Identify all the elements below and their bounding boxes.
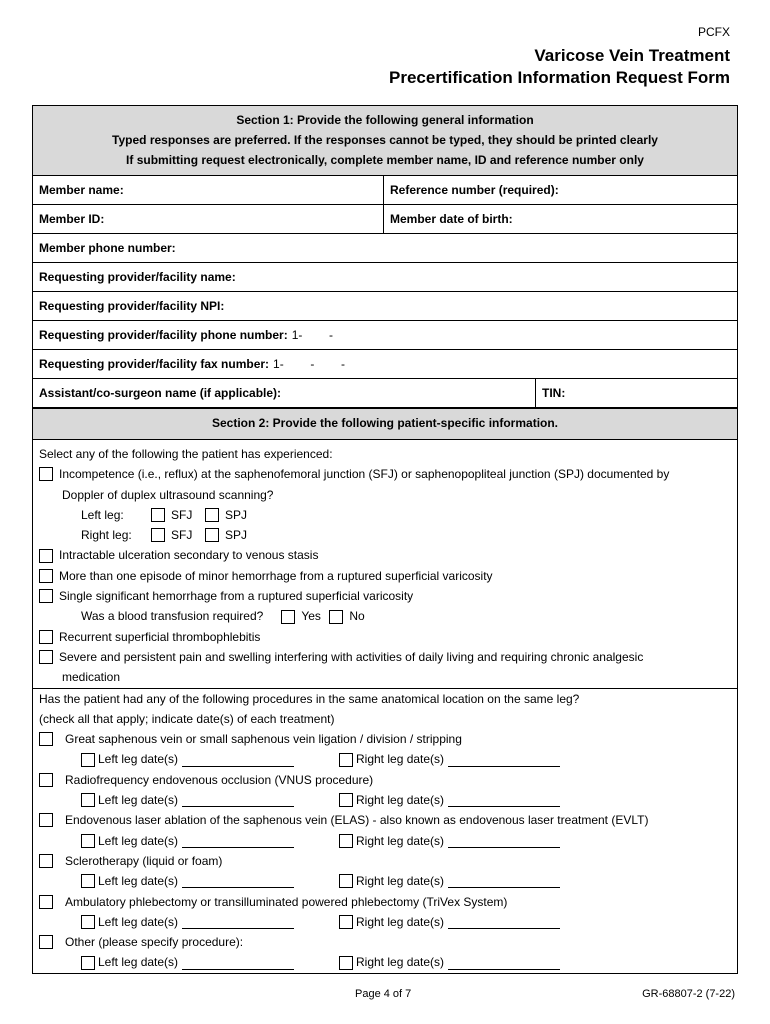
procedure-checkbox[interactable] (39, 895, 53, 909)
minor-hemorrhage-label: More than one episode of minor hemorrhage from a ruptured superficial varicosity (59, 568, 493, 583)
right-leg-dates-field[interactable] (448, 834, 560, 848)
provider-name-label: Requesting provider/facility name: (39, 270, 236, 284)
procedure-dates-row (39, 952, 731, 972)
member-name-row (33, 176, 737, 205)
right-leg-dates-checkbox[interactable] (339, 874, 353, 888)
left-leg-dates-label: Left leg date(s) (98, 955, 179, 970)
procedure-dates-row (39, 749, 731, 769)
left-leg-dates-label: Left leg date(s) (98, 793, 179, 808)
right-leg-dates-label: Right leg date(s) (356, 752, 445, 767)
assistant-row (33, 379, 737, 408)
incompetence-item (39, 464, 731, 484)
pain-label-cont: medication (62, 670, 121, 685)
left-leg-dates-field[interactable] (182, 874, 294, 888)
left-leg-dates-checkbox[interactable] (81, 753, 95, 767)
right-leg-dates-field[interactable] (448, 753, 560, 767)
procedure-checkbox[interactable] (39, 854, 53, 868)
procedure-dates-row (39, 831, 731, 851)
procedure-item (39, 932, 731, 973)
procedure-row (39, 851, 731, 871)
left-leg-dates-label: Left leg date(s) (98, 914, 179, 929)
thrombophlebitis-label: Recurrent superficial thrombophlebitis (59, 629, 261, 644)
left-spj-label: SPJ (225, 507, 248, 522)
right-leg-dates-field[interactable] (448, 874, 560, 888)
right-leg-dates-label: Right leg date(s) (356, 874, 445, 889)
left-leg-dates-checkbox[interactable] (81, 874, 95, 888)
procedures-instruction: (check all that apply; indicate date(s) of each treatment) (39, 711, 335, 726)
pain-item (39, 647, 731, 667)
precert-form (32, 105, 738, 974)
left-leg-dates-field[interactable] (182, 915, 294, 929)
tin-field[interactable] (535, 379, 737, 407)
member-dob-field[interactable] (383, 205, 737, 233)
left-leg-dates-label: Left leg date(s) (98, 874, 179, 889)
right-spj-label: SPJ (225, 528, 248, 543)
member-id-row (33, 205, 737, 234)
section2-intro: Select any of the following the patient has experienced: (39, 447, 333, 461)
procedure-row (39, 810, 731, 830)
left-leg-dates-checkbox[interactable] (81, 915, 95, 929)
procedure-item (39, 851, 731, 892)
member-id-field[interactable] (33, 205, 383, 233)
provider-fax-label: Requesting provider/facility fax number: (39, 357, 270, 371)
left-leg-dates-field[interactable] (182, 753, 294, 767)
assistant-field[interactable] (33, 379, 535, 407)
right-leg-dates-field[interactable] (448, 793, 560, 807)
right-leg-dates-label: Right leg date(s) (356, 793, 445, 808)
section1-header (33, 106, 737, 176)
procedure-checkbox[interactable] (39, 935, 53, 949)
procedure-list (39, 729, 731, 973)
page-number: Page 4 of 7 (355, 988, 412, 1000)
thrombophlebitis-item (39, 627, 731, 647)
provider-npi-label: Requesting provider/facility NPI: (39, 299, 225, 313)
transfusion-row (39, 606, 731, 626)
right-spj-checkbox[interactable] (205, 528, 219, 542)
transfusion-yes-checkbox[interactable] (281, 610, 295, 624)
procedure-item (39, 892, 731, 933)
section1-instruction-electronic: If submitting request electronically, complete member name, ID and reference number only (126, 153, 644, 167)
transfusion-no-checkbox[interactable] (329, 610, 343, 624)
pain-label: Severe and persistent pain and swelling interfering with activities of daily living and requiring chronic analgesic (59, 649, 644, 664)
transfusion-question: Was a blood transfusion required? (81, 609, 264, 624)
left-leg-dates-label: Left leg date(s) (98, 752, 179, 767)
procedure-checkbox[interactable] (39, 732, 53, 746)
left-leg-dates-label: Left leg date(s) (98, 833, 179, 848)
right-leg-dates-checkbox[interactable] (339, 753, 353, 767)
assistant-label: Assistant/co-surgeon name (if applicable): (39, 386, 282, 400)
significant-hemorrhage-label: Single significant hemorrhage from a ruptured superficial varicosity (59, 589, 414, 604)
provider-phone-field[interactable] (33, 321, 737, 350)
incompetence-label: Incompetence (i.e., reflux) at the saphenofemoral junction (SFJ) or saphenopopliteal junction (SPJ) documented by (59, 467, 670, 482)
procedure-checkbox[interactable] (39, 813, 53, 827)
procedure-label: Radiofrequency endovenous occlusion (VNUS procedure) (65, 772, 374, 787)
provider-npi-field[interactable] (33, 292, 737, 321)
left-leg-dates-field[interactable] (182, 956, 294, 970)
provider-phone-value: 1- - (291, 328, 334, 342)
left-leg-dates-checkbox[interactable] (81, 834, 95, 848)
right-leg-label: Right leg: (81, 528, 132, 543)
left-spj-checkbox[interactable] (205, 508, 219, 522)
form-title-line1: Varicose Vein Treatment (534, 46, 730, 65)
left-leg-row (39, 505, 731, 525)
member-id-label: Member ID: (39, 212, 105, 226)
ulceration-label: Intractable ulceration secondary to venous stasis (59, 548, 319, 563)
thrombophlebitis-checkbox[interactable] (39, 630, 53, 644)
form-code-header: PCFX (697, 25, 730, 39)
procedure-label: Sclerotherapy (liquid or foam) (65, 853, 223, 868)
reference-number-label: Reference number (required): (390, 183, 559, 197)
procedure-row (39, 729, 731, 749)
procedure-row (39, 770, 731, 790)
right-leg-dates-checkbox[interactable] (339, 915, 353, 929)
right-leg-dates-field[interactable] (448, 956, 560, 970)
form-code-footer: GR-68807-2 (7-22) (642, 988, 735, 1000)
incompetence-label-cont: Doppler of duplex ultrasound scanning? (62, 487, 274, 502)
procedure-dates-row (39, 871, 731, 891)
procedure-label: Great saphenous vein or small saphenous vein ligation / division / stripping (65, 732, 462, 747)
procedure-row (39, 932, 731, 952)
right-leg-dates-label: Right leg date(s) (356, 833, 445, 848)
procedure-item (39, 770, 731, 811)
procedures-question: Has the patient had any of the following procedures in the same anatomical location on the same leg? (39, 691, 580, 706)
procedure-label: Endovenous laser ablation of the saphenous vein (ELAS) - also known as endovenous laser treatment (EVLT) (65, 813, 649, 828)
procedure-label: Other (please specify procedure): (65, 935, 244, 950)
provider-fax-field[interactable] (33, 350, 737, 379)
reference-number-field[interactable] (383, 176, 737, 204)
significant-hemorrhage-checkbox[interactable] (39, 589, 53, 603)
member-phone-label: Member phone number: (39, 241, 176, 255)
incompetence-checkbox[interactable] (39, 467, 53, 481)
left-leg-dates-field[interactable] (182, 834, 294, 848)
member-phone-field[interactable] (33, 234, 737, 263)
right-leg-dates-checkbox[interactable] (339, 834, 353, 848)
procedure-dates-row (39, 790, 731, 810)
left-leg-label: Left leg: (81, 507, 124, 522)
section2-body (33, 440, 737, 973)
right-leg-dates-field[interactable] (448, 915, 560, 929)
significant-hemorrhage-item (39, 586, 731, 606)
tin-label: TIN: (542, 386, 566, 400)
right-leg-dates-label: Right leg date(s) (356, 914, 445, 929)
section2-header: Section 2: Provide the following patient-specific information. (33, 408, 737, 440)
provider-phone-label: Requesting provider/facility phone number: (39, 328, 288, 342)
ulceration-item (39, 545, 731, 565)
right-sfj-checkbox[interactable] (151, 528, 165, 542)
minor-hemorrhage-item (39, 566, 731, 586)
pain-checkbox[interactable] (39, 650, 53, 664)
transfusion-no-label: No (349, 609, 365, 624)
procedure-row (39, 892, 731, 912)
left-sfj-checkbox[interactable] (151, 508, 165, 522)
right-sfj-label: SFJ (171, 528, 193, 543)
procedure-item (39, 729, 731, 770)
member-name-field[interactable] (33, 176, 383, 204)
minor-hemorrhage-checkbox[interactable] (39, 569, 53, 583)
member-name-label: Member name: (39, 183, 124, 197)
transfusion-yes-label: Yes (301, 609, 321, 624)
member-dob-label: Member date of birth: (390, 212, 513, 226)
left-leg-dates-field[interactable] (182, 793, 294, 807)
section1-title: Section 1: Provide the following general information (236, 113, 534, 127)
procedure-dates-row (39, 912, 731, 932)
right-leg-dates-label: Right leg date(s) (356, 955, 445, 970)
left-leg-dates-checkbox[interactable] (81, 956, 95, 970)
section1-instruction-typed: Typed responses are preferred. If the responses cannot be typed, they should be printed clearly (112, 133, 658, 147)
ulceration-checkbox[interactable] (39, 549, 53, 563)
procedure-checkbox[interactable] (39, 773, 53, 787)
right-leg-row (39, 525, 731, 545)
right-leg-dates-checkbox[interactable] (339, 956, 353, 970)
left-leg-dates-checkbox[interactable] (81, 793, 95, 807)
procedure-item (39, 810, 731, 851)
provider-name-field[interactable] (33, 263, 737, 292)
right-leg-dates-checkbox[interactable] (339, 793, 353, 807)
procedure-label: Ambulatory phlebectomy or transilluminated powered phlebectomy (TriVex System) (65, 894, 508, 909)
provider-fax-value: 1- - - (273, 357, 346, 371)
left-sfj-label: SFJ (171, 507, 193, 522)
form-title-line2: Precertification Information Request Form (389, 68, 730, 87)
